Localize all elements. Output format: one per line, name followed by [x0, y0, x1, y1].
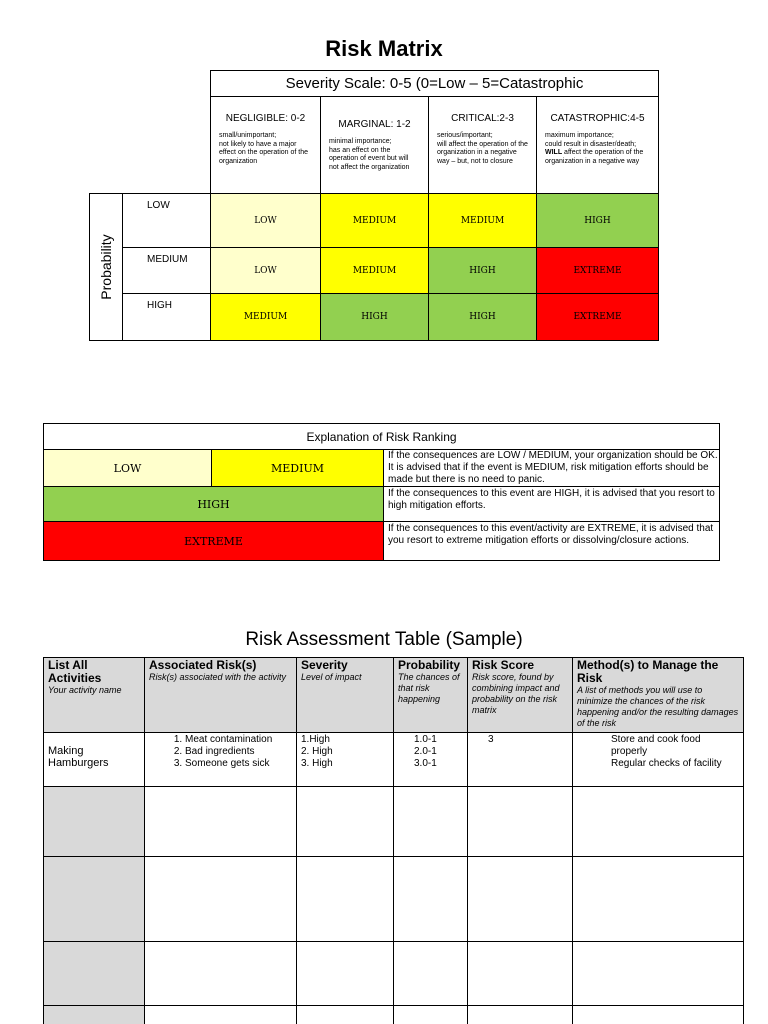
sample-risks: 1. Meat contamination 2. Bad ingredients 3. Someone gets sick	[144, 732, 297, 787]
severity-col-catastrophic	[536, 96, 659, 194]
explanation-high: HIGH	[43, 486, 384, 522]
explanation-header: Explanation of Risk Ranking	[43, 423, 720, 450]
empty-cell[interactable]	[144, 786, 297, 857]
matrix-cell: LOW	[210, 247, 321, 294]
empty-cell[interactable]	[296, 786, 394, 857]
empty-cell[interactable]	[296, 1005, 394, 1024]
matrix-cell: MEDIUM	[320, 193, 429, 248]
empty-cell[interactable]	[467, 941, 573, 1006]
header-associated-risks: Associated Risk(s) Risk(s) associated with the activity	[144, 657, 297, 733]
probability-row-low: LOW	[122, 193, 211, 248]
empty-cell[interactable]	[144, 856, 297, 942]
severity-col-negligible	[210, 96, 321, 194]
matrix-cell: HIGH	[428, 293, 537, 341]
header-severity: Severity Level of impact	[296, 657, 394, 733]
matrix-cell: LOW	[210, 193, 321, 248]
empty-cell[interactable]	[296, 941, 394, 1006]
severity-col-marginal	[320, 96, 429, 194]
empty-cell[interactable]	[572, 941, 744, 1006]
sample-methods: Store and cook food properly Regular checks of facility	[572, 732, 744, 787]
severity-desc: serious/important; will affect the operation of the organization in a negative way – but, not to closure	[437, 132, 528, 165]
severity-name: NEGLIGIBLE: 0-2	[225, 113, 306, 124]
sample-severity: 1.High 2. High 3. High	[296, 732, 394, 787]
empty-cell[interactable]	[393, 1005, 468, 1024]
severity-desc: small/unimportant; not likely to have a major effect on the operation of the organization	[219, 132, 308, 165]
empty-cell[interactable]	[144, 1005, 297, 1024]
header-activities: List All Activities Your activity name	[43, 657, 145, 733]
empty-cell[interactable]	[572, 786, 744, 857]
empty-cell[interactable]	[572, 856, 744, 942]
sample-activity: Making Hamburgers	[43, 732, 145, 787]
header-methods: Method(s) to Manage the Risk A list of methods you will use to minimize the chances of the risk happening and/or the resulting damages of the risk	[572, 657, 744, 733]
explanation-low: LOW	[43, 449, 212, 487]
empty-cell[interactable]	[467, 786, 573, 857]
header-probability: Probability The chances of that risk happening	[393, 657, 468, 733]
empty-cell[interactable]	[467, 1005, 573, 1024]
severity-name: MARGINAL: 1-2	[338, 119, 411, 130]
sample-score: 3	[467, 732, 573, 787]
probability-row-medium: MEDIUM	[122, 247, 211, 294]
matrix-cell: HIGH	[536, 193, 659, 248]
assessment-title: Risk Assessment Table (Sample)	[245, 629, 523, 650]
severity-name: CRITICAL:2-3	[451, 113, 514, 124]
matrix-cell: MEDIUM	[320, 247, 429, 294]
matrix-cell: HIGH	[428, 247, 537, 294]
empty-cell[interactable]	[144, 941, 297, 1006]
matrix-cell: MEDIUM	[210, 293, 321, 341]
empty-cell[interactable]	[393, 786, 468, 857]
header-risk-score: Risk Score Risk score, found by combining impact and probability on the risk matrix	[467, 657, 573, 733]
sample-probability: 1.0-1 2.0-1 3.0-1	[393, 732, 468, 787]
probability-row-high: HIGH	[122, 293, 211, 341]
probability-axis-label: Probability	[89, 193, 123, 341]
explanation-text-low-medium: If the consequences are LOW / MEDIUM, your organization should be OK. It is advised that if the event is MEDIUM, risk mitigation efforts should be made but there is no need to panic.	[383, 449, 720, 487]
matrix-cell: EXTREME	[536, 247, 659, 294]
explanation-extreme: EXTREME	[43, 521, 384, 561]
explanation-text-extreme: If the consequences to this event/activity are EXTREME, it is advised that you resort to extreme mitigation efforts or dissolving/closure actions.	[383, 521, 720, 561]
severity-desc: minimal importance; has an effect on the operation of event but will not affect the organization	[329, 138, 410, 171]
severity-desc: maximum importance; could result in disaster/death; WILL affect the operation of the organization in a negative way	[545, 132, 644, 165]
empty-activity-cell[interactable]	[43, 856, 145, 942]
explanation-text-high: If the consequences to this event are HIGH, it is advised that you resort to high mitigation efforts.	[383, 486, 720, 522]
matrix-cell: MEDIUM	[428, 193, 537, 248]
empty-activity-cell[interactable]	[43, 786, 145, 857]
severity-scale-header: Severity Scale: 0-5 (0=Low – 5=Catastrophic	[210, 70, 659, 97]
empty-cell[interactable]	[393, 856, 468, 942]
explanation-medium: MEDIUM	[211, 449, 384, 487]
matrix-cell: EXTREME	[536, 293, 659, 341]
empty-activity-cell[interactable]	[43, 1005, 145, 1024]
empty-cell[interactable]	[393, 941, 468, 1006]
matrix-cell: HIGH	[320, 293, 429, 341]
severity-name: CATASTROPHIC:4-5	[550, 113, 645, 124]
empty-cell[interactable]	[572, 1005, 744, 1024]
empty-cell[interactable]	[467, 856, 573, 942]
page-title: Risk Matrix	[325, 36, 443, 61]
empty-activity-cell[interactable]	[43, 941, 145, 1006]
empty-cell[interactable]	[296, 856, 394, 942]
severity-col-critical	[428, 96, 537, 194]
